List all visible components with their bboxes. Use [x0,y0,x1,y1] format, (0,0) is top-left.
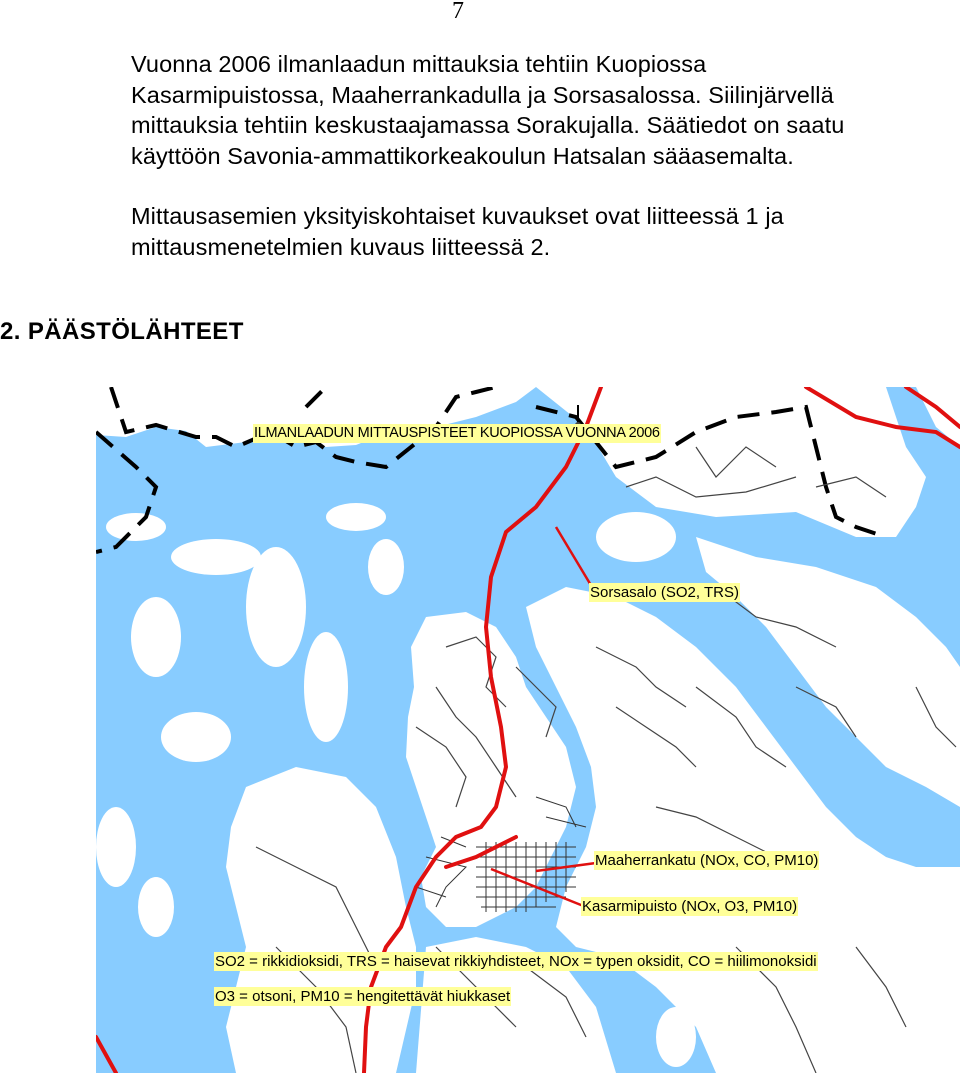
paragraph-appendices [131,201,931,262]
paragraph-measurements [131,49,931,171]
legend-line-1: SO2 = rikkidioksidi, TRS = haisevat rikkiyhdisteet, NOx = typen oksidit, CO = hiilimonoksidi [215,953,817,970]
station-label-sorsasalo: Sorsasalo (SO2, TRS) [590,584,739,601]
text-line: Kasarmipuistossa, Maaherrankadulla ja Sorsasalossa. Siilinjärvellä [131,81,834,108]
map-figure [96,387,960,1073]
text-line: käyttöön Savonia-ammattikorkeakoulun Hatsalan sääasemalta. [131,142,794,169]
station-label-maaherrankatu: Maaherrankatu (NOx, CO, PM10) [595,852,819,869]
page-number: 7 [452,0,464,24]
section-heading: 2. PÄÄSTÖLÄHTEET [0,318,244,345]
text-line: mittauksia tehtiin keskustaajamassa Sorakujalla. Säätiedot on saatu [131,112,845,138]
map-title: ILMANLAADUN MITTAUSPISTEET KUOPIOSSA VUONNA 2006 [254,425,660,441]
text-line: Vuonna 2006 ilmanlaadun mittauksia tehtiin Kuopiossa [131,51,707,77]
station-label-kasarmipuisto: Kasarmipuisto (NOx, O3, PM10) [582,898,798,915]
text-line: mittausmenetelmien kuvaus liitteessä 2. [131,233,551,260]
text-line: Mittausasemien yksityiskohtaiset kuvaukset ovat liitteessä 1 ja [131,203,784,229]
legend-line-2: O3 = otsoni, PM10 = hengitettävät hiukkaset [215,988,511,1005]
